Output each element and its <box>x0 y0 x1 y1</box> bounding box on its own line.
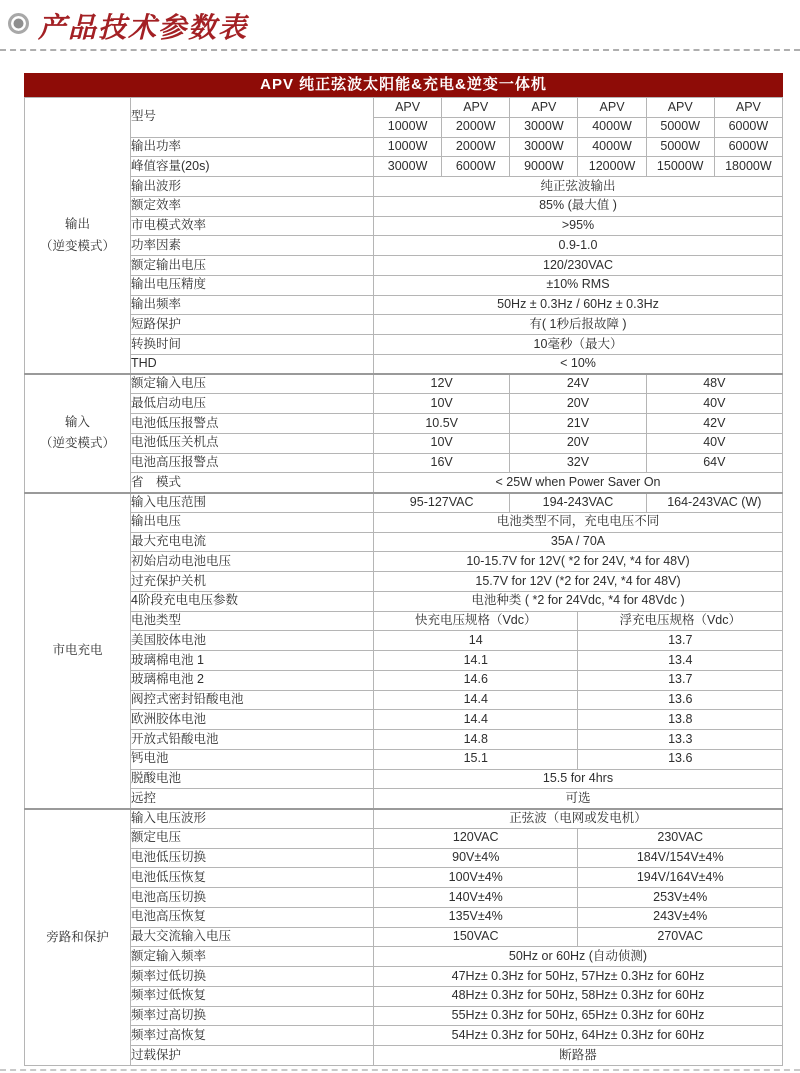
param-label: 美国胶体电池 <box>131 631 374 651</box>
value-cell: 21V <box>510 414 646 434</box>
table-row <box>25 433 783 453</box>
value-cell: 35A / 70A <box>374 532 783 552</box>
param-label: 频率过低恢复 <box>131 986 374 1006</box>
param-label: 额定输出电压 <box>131 256 374 276</box>
value-cell: 快充电压规格（Vdc） <box>374 611 578 631</box>
page-title: 产品技术参数表 <box>38 12 249 43</box>
value-cell: 3000W <box>510 117 578 137</box>
table-row <box>25 749 783 769</box>
value-cell: APV <box>510 98 578 118</box>
value-cell: 电池类型不同，充电电压不同 <box>374 512 783 532</box>
table-row <box>25 888 783 908</box>
value-cell: 6000W <box>714 117 782 137</box>
table-row <box>25 710 783 730</box>
value-cell: 13.6 <box>578 749 783 769</box>
table-row <box>25 374 783 394</box>
value-cell: 135V±4% <box>374 907 578 927</box>
param-label: 短路保护 <box>131 315 374 335</box>
table-row <box>25 868 783 888</box>
param-label: 电池类型 <box>131 611 374 631</box>
table-row <box>25 927 783 947</box>
value-cell: 18000W <box>714 157 782 177</box>
value-cell: 14.4 <box>374 690 578 710</box>
value-cell: 150VAC <box>374 927 578 947</box>
value-cell: 4000W <box>578 137 646 157</box>
table-row <box>25 512 783 532</box>
value-cell: 12V <box>374 374 510 394</box>
table-row <box>25 414 783 434</box>
table-row <box>25 591 783 611</box>
value-cell: 20V <box>510 433 646 453</box>
value-cell: 24V <box>510 374 646 394</box>
value-cell: < 10% <box>374 354 783 374</box>
param-label: 钙电池 <box>131 749 374 769</box>
section-label: 输入 （逆变模式） <box>25 374 131 493</box>
table-row <box>25 789 783 809</box>
value-cell: 13.7 <box>578 631 783 651</box>
value-cell: 50Hz ± 0.3Hz / 60Hz ± 0.3Hz <box>374 295 783 315</box>
value-cell: ±10% RMS <box>374 275 783 295</box>
value-cell: 14.4 <box>374 710 578 730</box>
param-label: 输出频率 <box>131 295 374 315</box>
value-cell: 9000W <box>510 157 578 177</box>
table-row <box>25 690 783 710</box>
value-cell: 13.6 <box>578 690 783 710</box>
param-label: 最大交流输入电压 <box>131 927 374 947</box>
value-cell: 48V <box>646 374 782 394</box>
table-row <box>25 552 783 572</box>
value-cell: 16V <box>374 453 510 473</box>
value-cell: 0.9-1.0 <box>374 236 783 256</box>
param-label: 电池高压报警点 <box>131 453 374 473</box>
param-label: 电池高压切换 <box>131 888 374 908</box>
table-row <box>25 295 783 315</box>
table-row <box>25 809 783 829</box>
value-cell: 10毫秒（最大） <box>374 335 783 355</box>
value-cell: APV <box>646 98 714 118</box>
value-cell: 2000W <box>442 117 510 137</box>
value-cell: 243V±4% <box>578 907 783 927</box>
param-label: 电池高压恢复 <box>131 907 374 927</box>
value-cell: 断路器 <box>374 1046 783 1066</box>
value-cell: 15.1 <box>374 749 578 769</box>
value-cell: 270VAC <box>578 927 783 947</box>
table-row <box>25 769 783 789</box>
value-cell: 194-243VAC <box>510 493 646 513</box>
table-row <box>25 275 783 295</box>
param-label: 阀控式密封铅酸电池 <box>131 690 374 710</box>
param-label: 远控 <box>131 789 374 809</box>
spec-table-title-bar: APV 纯正弦波太阳能&充电&逆变一体机 <box>24 73 783 97</box>
value-cell: 12000W <box>578 157 646 177</box>
param-label: 峰值容量(20s) <box>131 157 374 177</box>
value-cell: 15.5 for 4hrs <box>374 769 783 789</box>
value-cell: 40V <box>646 433 782 453</box>
param-label: 型号 <box>131 98 374 138</box>
param-label: 输出电压精度 <box>131 275 374 295</box>
table-row <box>25 354 783 374</box>
table-row <box>25 196 783 216</box>
param-label: 输入电压波形 <box>131 809 374 829</box>
section-label: 输出 （逆变模式） <box>25 98 131 375</box>
value-cell: 120/230VAC <box>374 256 783 276</box>
table-row <box>25 670 783 690</box>
param-label: 省 模式 <box>131 473 374 493</box>
table-row <box>25 986 783 1006</box>
value-cell: 13.8 <box>578 710 783 730</box>
value-cell: 120VAC <box>374 828 578 848</box>
table-row <box>25 335 783 355</box>
param-label: 电池低压关机点 <box>131 433 374 453</box>
value-cell: 13.4 <box>578 651 783 671</box>
value-cell: 140V±4% <box>374 888 578 908</box>
table-row <box>25 947 783 967</box>
table-row <box>25 1006 783 1026</box>
value-cell: 纯正弦波输出 <box>374 177 783 197</box>
param-label: 频率过低切换 <box>131 967 374 987</box>
value-cell: 32V <box>510 453 646 473</box>
value-cell: 10.5V <box>374 414 510 434</box>
table-row <box>25 611 783 631</box>
spec-table-body <box>25 98 783 1066</box>
param-label: 过充保护关机 <box>131 572 374 592</box>
table-row <box>25 315 783 335</box>
param-label: 最低启动电压 <box>131 394 374 414</box>
value-cell: 20V <box>510 394 646 414</box>
dashed-divider-bottom <box>0 1069 800 1071</box>
spec-table-container <box>24 73 783 1066</box>
table-row <box>25 848 783 868</box>
param-label: 电池低压恢复 <box>131 868 374 888</box>
dashed-divider-top <box>0 49 800 51</box>
table-row <box>25 631 783 651</box>
value-cell: 5000W <box>646 137 714 157</box>
value-cell: 10V <box>374 433 510 453</box>
table-row <box>25 157 783 177</box>
table-row <box>25 177 783 197</box>
table-row <box>25 828 783 848</box>
param-label: 4阶段充电电压参数 <box>131 591 374 611</box>
param-label: 频率过高恢复 <box>131 1026 374 1046</box>
table-row <box>25 98 783 118</box>
value-cell: 164-243VAC (W) <box>646 493 782 513</box>
param-label: 过载保护 <box>131 1046 374 1066</box>
table-row <box>25 1026 783 1046</box>
value-cell: 10V <box>374 394 510 414</box>
param-label: THD <box>131 354 374 374</box>
spec-table <box>24 97 783 1066</box>
value-cell: 14.8 <box>374 730 578 750</box>
value-cell: 2000W <box>442 137 510 157</box>
value-cell: 95-127VAC <box>374 493 510 513</box>
table-row <box>25 236 783 256</box>
param-label: 额定电压 <box>131 828 374 848</box>
value-cell: 6000W <box>442 157 510 177</box>
param-label: 电池低压切换 <box>131 848 374 868</box>
section-label: 旁路和保护 <box>25 809 131 1066</box>
value-cell: 184V/154V±4% <box>578 848 783 868</box>
table-row <box>25 453 783 473</box>
table-row <box>25 730 783 750</box>
value-cell: APV <box>578 98 646 118</box>
param-label: 输出功率 <box>131 137 374 157</box>
value-cell: 14.1 <box>374 651 578 671</box>
value-cell: 42V <box>646 414 782 434</box>
param-label: 输出电压 <box>131 512 374 532</box>
param-label: 电池低压报警点 <box>131 414 374 434</box>
value-cell: APV <box>442 98 510 118</box>
value-cell: 浮充电压规格（Vdc） <box>578 611 783 631</box>
value-cell: APV <box>714 98 782 118</box>
value-cell: 230VAC <box>578 828 783 848</box>
value-cell: 40V <box>646 394 782 414</box>
param-label: 玻璃棉电池 2 <box>131 670 374 690</box>
param-label: 欧洲胶体电池 <box>131 710 374 730</box>
value-cell: 15000W <box>646 157 714 177</box>
value-cell: 50Hz or 60Hz (自动侦测) <box>374 947 783 967</box>
table-row <box>25 473 783 493</box>
param-label: 输出波形 <box>131 177 374 197</box>
value-cell: 64V <box>646 453 782 473</box>
param-label: 脱酸电池 <box>131 769 374 789</box>
table-row <box>25 493 783 513</box>
value-cell: 4000W <box>578 117 646 137</box>
value-cell: 10-15.7V for 12V( *2 for 24V, *4 for 48V) <box>374 552 783 572</box>
table-row <box>25 216 783 236</box>
value-cell: 253V±4% <box>578 888 783 908</box>
value-cell: 48Hz± 0.3Hz for 50Hz, 58Hz± 0.3Hz for 60Hz <box>374 986 783 1006</box>
value-cell: 55Hz± 0.3Hz for 50Hz, 65Hz± 0.3Hz for 60Hz <box>374 1006 783 1026</box>
table-row <box>25 394 783 414</box>
section-label: 市电充电 <box>25 493 131 809</box>
param-label: 功率因素 <box>131 236 374 256</box>
table-row <box>25 137 783 157</box>
value-cell: 54Hz± 0.3Hz for 50Hz, 64Hz± 0.3Hz for 60Hz <box>374 1026 783 1046</box>
table-row <box>25 532 783 552</box>
value-cell: 14 <box>374 631 578 651</box>
value-cell: 电池种类 ( *2 for 24Vdc, *4 for 48Vdc ) <box>374 591 783 611</box>
value-cell: 13.7 <box>578 670 783 690</box>
table-row <box>25 967 783 987</box>
value-cell: 5000W <box>646 117 714 137</box>
param-label: 初始启动电池电压 <box>131 552 374 572</box>
table-row <box>25 572 783 592</box>
value-cell: 13.3 <box>578 730 783 750</box>
value-cell: 14.6 <box>374 670 578 690</box>
param-label: 玻璃棉电池 1 <box>131 651 374 671</box>
value-cell: APV <box>374 98 442 118</box>
param-label: 转换时间 <box>131 335 374 355</box>
value-cell: 90V±4% <box>374 848 578 868</box>
value-cell: 1000W <box>374 137 442 157</box>
param-label: 额定效率 <box>131 196 374 216</box>
value-cell: 有( 1秒后报故障 ) <box>374 315 783 335</box>
value-cell: 1000W <box>374 117 442 137</box>
table-row <box>25 907 783 927</box>
value-cell: 3000W <box>374 157 442 177</box>
param-label: 市电模式效率 <box>131 216 374 236</box>
value-cell: 85% (最大值 ) <box>374 196 783 216</box>
value-cell: 3000W <box>510 137 578 157</box>
value-cell: 194V/164V±4% <box>578 868 783 888</box>
value-cell: 100V±4% <box>374 868 578 888</box>
value-cell: 6000W <box>714 137 782 157</box>
table-row <box>25 1046 783 1066</box>
param-label: 输入电压范围 <box>131 493 374 513</box>
param-label: 最大充电电流 <box>131 532 374 552</box>
table-row <box>25 651 783 671</box>
param-label: 额定输入频率 <box>131 947 374 967</box>
value-cell: >95% <box>374 216 783 236</box>
param-label: 额定输入电压 <box>131 374 374 394</box>
value-cell: 可选 <box>374 789 783 809</box>
value-cell: 47Hz± 0.3Hz for 50Hz, 57Hz± 0.3Hz for 60Hz <box>374 967 783 987</box>
value-cell: < 25W when Power Saver On <box>374 473 783 493</box>
value-cell: 正弦波（电网或发电机） <box>374 809 783 829</box>
table-row <box>25 256 783 276</box>
bullet-circle-icon <box>8 13 29 34</box>
param-label: 频率过高切换 <box>131 1006 374 1026</box>
param-label: 开放式铅酸电池 <box>131 730 374 750</box>
value-cell: 15.7V for 12V (*2 for 24V, *4 for 48V) <box>374 572 783 592</box>
